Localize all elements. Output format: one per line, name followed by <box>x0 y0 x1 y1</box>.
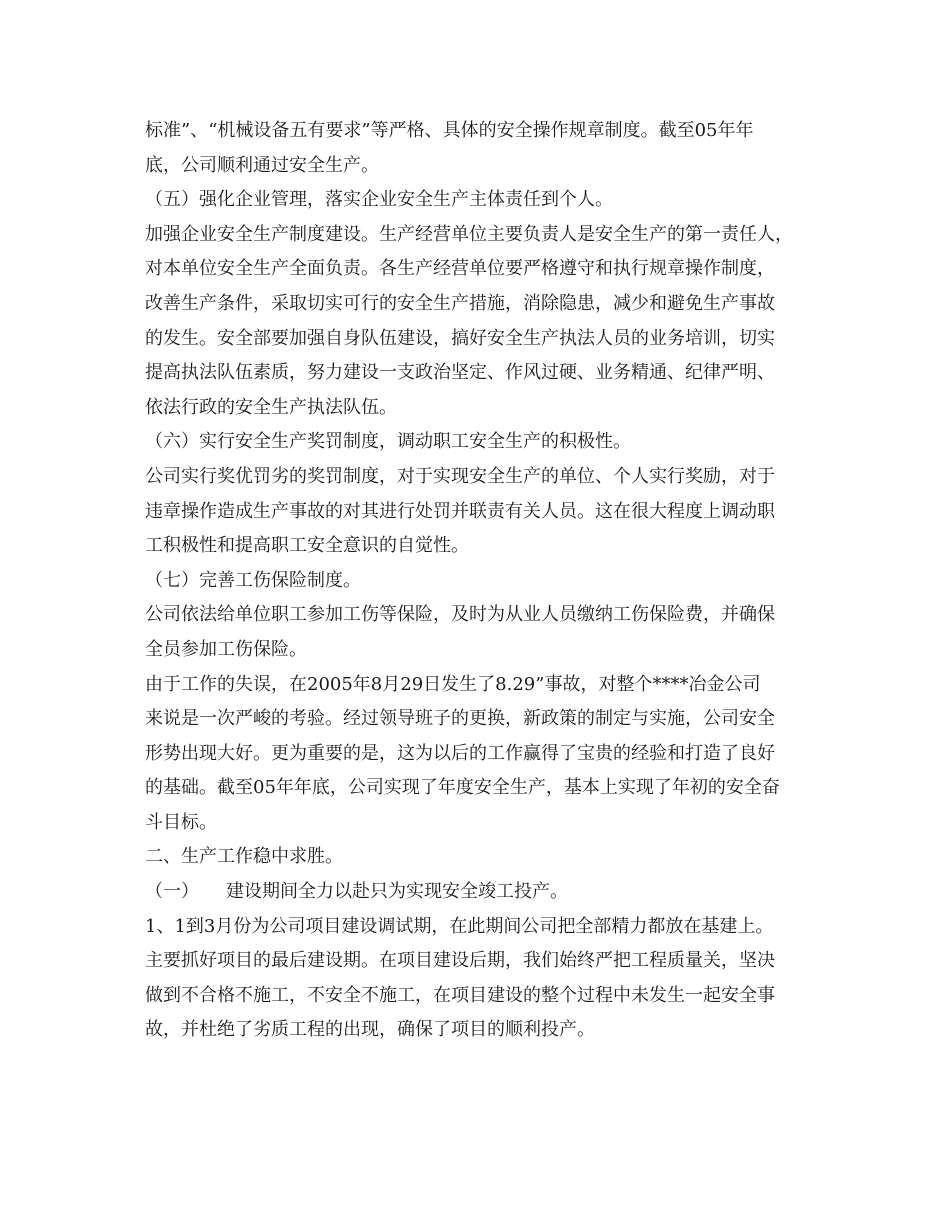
section-heading: （七）完善工伤保险制度。 <box>145 569 361 591</box>
text-line: 的发生。安全部要加强自身队伍建设，搞好安全生产执法人员的业务培训，切实 <box>145 327 775 349</box>
subsection-heading: （一） 建设期间全力以赴只为实现安全竣工投产。 <box>145 881 568 903</box>
text-line: 斗目标。 <box>145 811 217 833</box>
text-line: 公司依法给单位职工参加工伤等保险，及时为从业人员缴纳工伤保险费，并确保 <box>145 604 775 626</box>
text-line: 改善生产条件，采取切实可行的安全生产措施，消除隐患，减少和避免生产事故 <box>145 292 775 314</box>
text-line: 违章操作造成生产事故的对其进行处罚并联责有关人员。这在很大程度上调动职 <box>145 500 775 522</box>
text-line: 主要抓好项目的最后建设期。在项目建设后期，我们始终严把工程质量关，坚决 <box>145 950 775 972</box>
text-line: 公司实行奖优罚劣的奖罚制度，对于实现安全生产的单位、个人实行奖励，对于 <box>145 465 775 487</box>
document-body <box>145 114 810 1048</box>
section-heading: （五）强化企业管理，落实企业安全生产主体责任到个人。 <box>145 189 613 211</box>
text-line: 来说是一次严峻的考验。经过领导班子的更换，新政策的制定与实施，公司安全 <box>145 708 775 730</box>
text-line: 1、1到3月份为公司项目建设调试期，在此期间公司把全部精力都放在基建上。 <box>145 915 774 937</box>
text-line: 加强企业安全生产制度建设。生产经营单位主要负责人是安全生产的第一责任人， <box>145 223 793 245</box>
text-line: 形势出现大好。更为重要的是，这为以后的工作赢得了宝贵的经验和打造了良好 <box>145 742 775 764</box>
section-heading: （六）实行安全生产奖罚制度，调动职工安全生产的积极性。 <box>145 431 631 453</box>
text-line: 底，公司顺利通过安全生产。 <box>145 154 379 176</box>
text-line: 标准”、“机械设备五有要求”等严格、具体的安全操作规章制度。截至05年年 <box>145 120 754 141</box>
text-line: 的基础。截至05年年底，公司实现了年度安全生产，基本上实现了年初的安全奋 <box>145 777 780 799</box>
text-line: 提高执法队伍素质，努力建设一支政治坚定、作风过硬、业务精通、纪律严明、 <box>145 362 775 384</box>
text-line: 全员参加工伤保险。 <box>145 638 307 660</box>
text-line: 做到不合格不施工，不安全不施工，在项目建设的整个过程中未发生一起安全事 <box>145 984 775 1006</box>
text-line: 工积极性和提高职工安全意识的自觉性。 <box>145 535 469 557</box>
text-line: 故，并杜绝了劣质工程的出现，确保了项目的顺利投产。 <box>145 1019 595 1041</box>
text-line: 由于工作的失误，在2005年8月29日发生了8.29”事故，对整个****冶金公司 <box>145 673 761 695</box>
section-heading: 二、生产工作稳中求胜。 <box>145 846 343 868</box>
text-line: 对本单位安全生产全面负责。各生产经营单位要严格遵守和执行规章操作制度， <box>145 258 775 280</box>
text-line: 依法行政的安全生产执法队伍。 <box>145 396 397 418</box>
